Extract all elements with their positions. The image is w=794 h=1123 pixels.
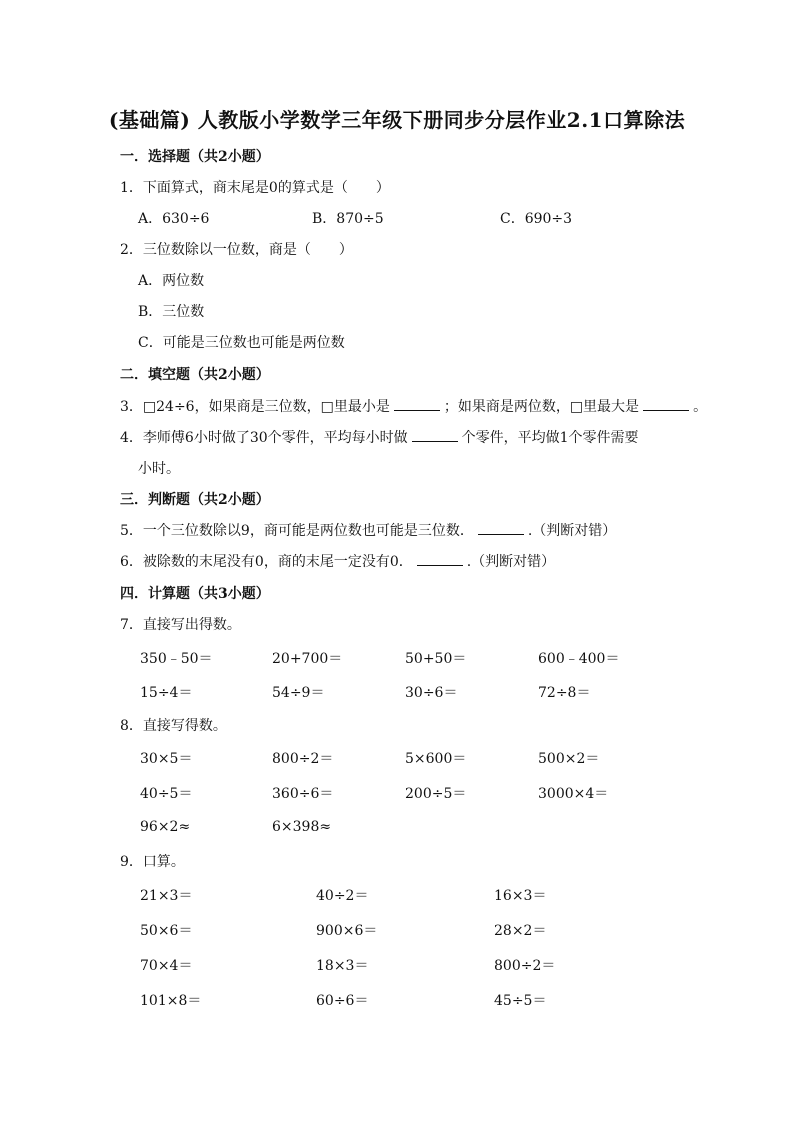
answer-blank[interactable] <box>394 398 440 411</box>
answer-blank[interactable] <box>478 522 524 535</box>
question-5-text-1: 5．一个三位数除以9，商可能是两位数也可能是三位数． <box>120 523 474 539</box>
question-2-stem: 2．三位数除以一位数，商是（ ） <box>120 242 353 258</box>
answer-blank[interactable] <box>412 429 458 442</box>
calc-item: 360÷6＝ <box>272 786 334 802</box>
section-heading-choice: 一．选择题（共2小题） <box>120 149 270 165</box>
question-3-text-2: ；如果商是两位数，□里最大是 <box>443 399 640 415</box>
calc-item: 600﹣400＝ <box>538 651 620 667</box>
question-6 <box>120 551 555 571</box>
calc-item: 900×6＝ <box>316 923 378 939</box>
calc-item: 45÷5＝ <box>494 993 547 1009</box>
calc-item: 20+700＝ <box>272 651 343 667</box>
calc-item: 200÷5＝ <box>405 786 467 802</box>
calc-item: 72÷8＝ <box>538 685 591 701</box>
question-2-option-c: C．可能是三位数也可能是两位数 <box>138 335 345 351</box>
answer-blank[interactable] <box>643 398 689 411</box>
calc-item: 350﹣50＝ <box>140 651 213 667</box>
question-4 <box>120 427 639 447</box>
question-3 <box>120 396 707 416</box>
question-3-text-1: 3．□24÷6，如果商是三位数，□里最小是 <box>120 399 390 415</box>
question-5 <box>120 520 616 540</box>
calc-item: 101×8＝ <box>140 993 202 1009</box>
question-7-stem: 7．直接写出得数。 <box>120 617 241 633</box>
section-heading-calc: 四．计算题（共3小题） <box>120 586 270 602</box>
question-1-stem: 1．下面算式，商末尾是0的算式是（ ） <box>120 180 390 196</box>
calc-item: 6×398≈ <box>272 819 332 835</box>
section-heading-judge: 三．判断题（共2小题） <box>120 492 270 508</box>
calc-item: 16×3＝ <box>494 888 547 904</box>
calc-item: 800÷2＝ <box>494 958 556 974</box>
question-3-text-3: 。 <box>693 399 708 415</box>
calc-item: 18×3＝ <box>316 958 369 974</box>
calc-item: 28×2＝ <box>494 923 547 939</box>
question-8-stem: 8．直接写得数。 <box>120 718 227 734</box>
question-1-option-a: A．630÷6 <box>138 211 210 227</box>
calc-item: 3000×4＝ <box>538 786 609 802</box>
calc-item: 70×4＝ <box>140 958 193 974</box>
question-2-option-b: B．三位数 <box>138 304 205 320</box>
calc-item: 21×3＝ <box>140 888 193 904</box>
question-2-option-a: A．两位数 <box>138 273 205 289</box>
calc-item: 60÷6＝ <box>316 993 369 1009</box>
calc-item: 15÷4＝ <box>140 685 193 701</box>
calc-item: 40÷5＝ <box>140 786 193 802</box>
calc-item: 5×600＝ <box>405 751 467 767</box>
question-4-text-1: 4．李师傅6小时做了30个零件，平均每小时做 <box>120 430 408 446</box>
page-title: (基础篇) 人教版小学数学三年级下册同步分层作业2.1口算除法 <box>108 108 686 132</box>
calc-item: 50×6＝ <box>140 923 193 939</box>
answer-blank[interactable] <box>417 553 463 566</box>
calc-item: 30÷6＝ <box>405 685 458 701</box>
question-4-line-2: 小时。 <box>138 461 180 477</box>
question-1-option-c: C．690÷3 <box>500 211 573 227</box>
question-1-option-b: B．870÷5 <box>312 211 384 227</box>
calc-item: 30×5＝ <box>140 751 193 767</box>
calc-item: 96×2≈ <box>140 819 191 835</box>
calc-item: 800÷2＝ <box>272 751 334 767</box>
question-6-text-1: 6．被除数的末尾没有0，商的末尾一定没有0． <box>120 554 413 570</box>
question-6-text-2: .（判断对错） <box>466 554 556 570</box>
question-4-text-2: 个零件，平均做1个零件需要 <box>461 430 639 446</box>
calc-item: 500×2＝ <box>538 751 600 767</box>
calc-item: 50+50＝ <box>405 651 467 667</box>
question-9-stem: 9．口算。 <box>120 854 185 870</box>
question-5-text-2: .（判断对错） <box>527 523 617 539</box>
calc-item: 40÷2＝ <box>316 888 369 904</box>
calc-item: 54÷9＝ <box>272 685 325 701</box>
section-heading-fill: 二．填空题（共2小题） <box>120 367 270 383</box>
